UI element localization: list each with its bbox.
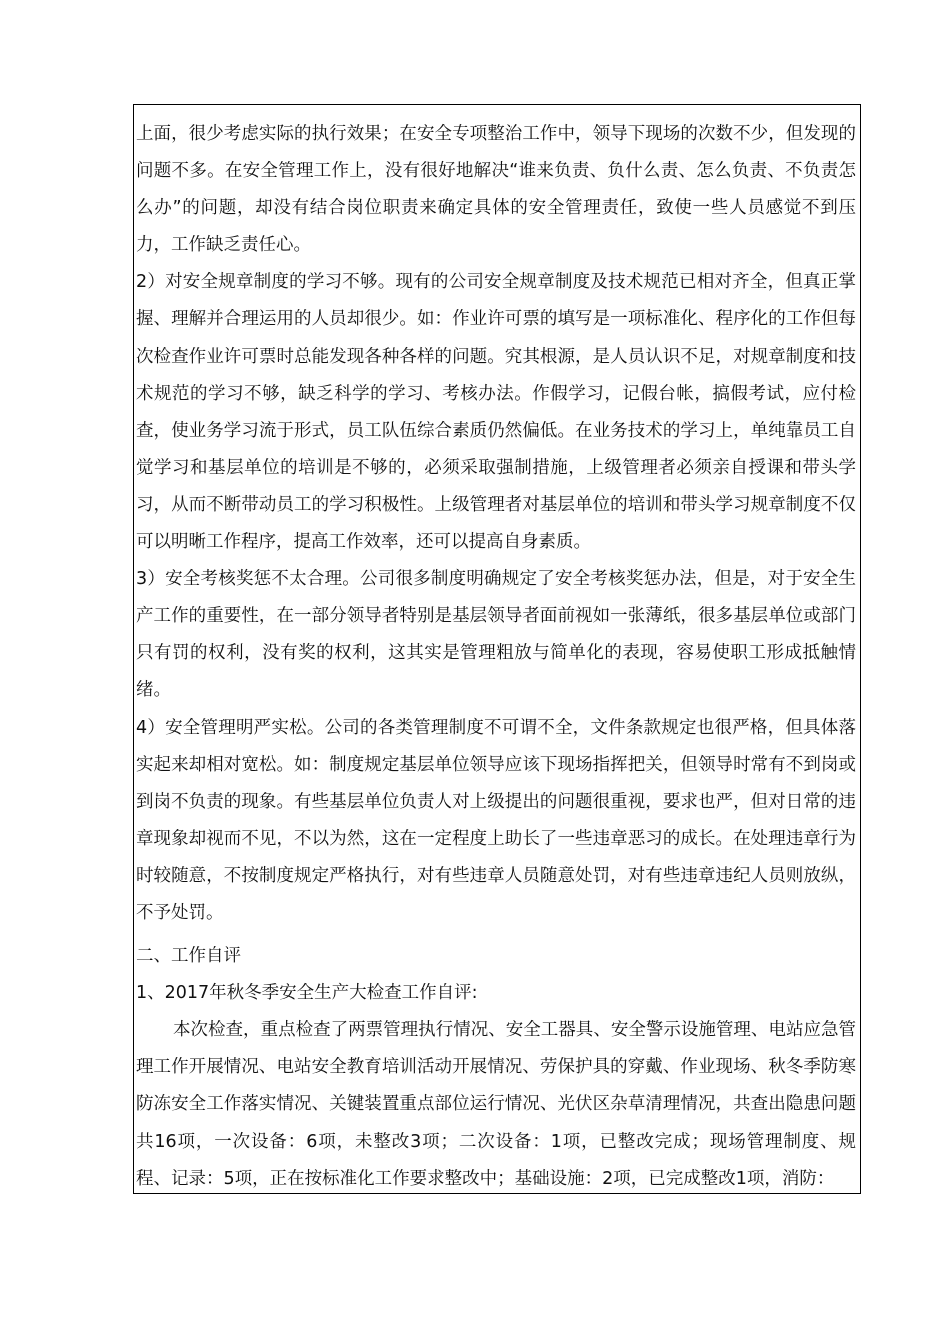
document-frame [133, 104, 861, 1194]
paragraph-item-3: 3）安全考核奖惩不太合理。公司很多制度明确规定了安全考核奖惩办法，但是，对于安全生产工作的重要性，在一部分领导者特别是基层领导者面前视如一张薄纸，很多基层单位或部门只有罚的权利，没有奖的权利，这其实是管理粗放与简单化的表现，容易使职工形成抵触情绪。 [136, 569, 856, 701]
subsection-heading-2017: 1、2017年秋冬季安全生产大检查工作自评: [136, 983, 478, 1004]
paragraph-item-4: 4）安全管理明严实松。公司的各类管理制度不可谓不全，文件条款规定也很严格，但具体落实起来却相对宽松。如：制度规定基层单位领导应该下现场指挥把关，但领导时常有不到岗或到岗不负责的现象。有些基层单位负责人对上级提出的问题很重视，要求也严，但对日常的违章现象却视而不见，不以为然，这在一定程度上助长了一些违章恶习的成长。在处理违章行为时较随意，不按制度规定严格执行，对有些违章人员随意处罚，对有些违章违纪人员则放纵，不予处罚。 [136, 717, 856, 923]
paragraph-item-2: 2）对安全规章制度的学习不够。现有的公司安全规章制度及技术规范已相对齐全，但真正掌握、理解并合理运用的人员却很少。如：作业许可票的填写是一项标准化、程序化的工作但每次检查作业许可票时总能发现各种各样的问题。究其根源，是人员认识不足，对规章制度和技术规范的学习不够，缺乏科学的学习、考核办法。作假学习，记假台帐，搞假考试，应付检查，使业务学习流于形式，员工队伍综合素质仍然偏低。在业务技术的学习上，单纯靠员工自觉学习和基层单位的培训是不够的，必须采取强制措施，上级管理者必须亲自授课和带头学习，从而不断带动员工的学习积极性。上级管理者对基层单位的培训和带头学习规章制度不仅可以明晰工作程序，提高工作效率，还可以提高自身素质。 [136, 272, 856, 553]
document-body [134, 105, 860, 1194]
section-heading-self-evaluation: 二、工作自评 [136, 946, 241, 967]
paragraph-responsibility: 上面，很少考虑实际的执行效果；在安全专项整治工作中，领导下现场的次数不少，但发现的问题不多。在安全管理工作上，没有很好地解决“谁来负责、负什么责、怎么负责、不负责怎么办”的问题，却没有结合岗位职责来确定具体的安全管理责任，致使一些人员感觉不到压力，工作缺乏责任心。 [136, 124, 856, 256]
paragraph-inspection: 本次检查，重点检查了两票管理执行情况、安全工器具、安全警示设施管理、电站应急管理工作开展情况、电站安全教育培训活动开展情况、劳保护具的穿戴、作业现场、秋冬季防寒防冻安全工作落实情况、关键装置重点部位运行情况、光伏区杂草清理情况，共查出隐患问题共16项，一次设备：6项，未整改3项；二次设备：1项，已整改完成；现场管理制度、规程、记录：5项，正在按标准化工作要求整改中；基础设施：2项，已完成整改1项，消防： [136, 1020, 856, 1189]
